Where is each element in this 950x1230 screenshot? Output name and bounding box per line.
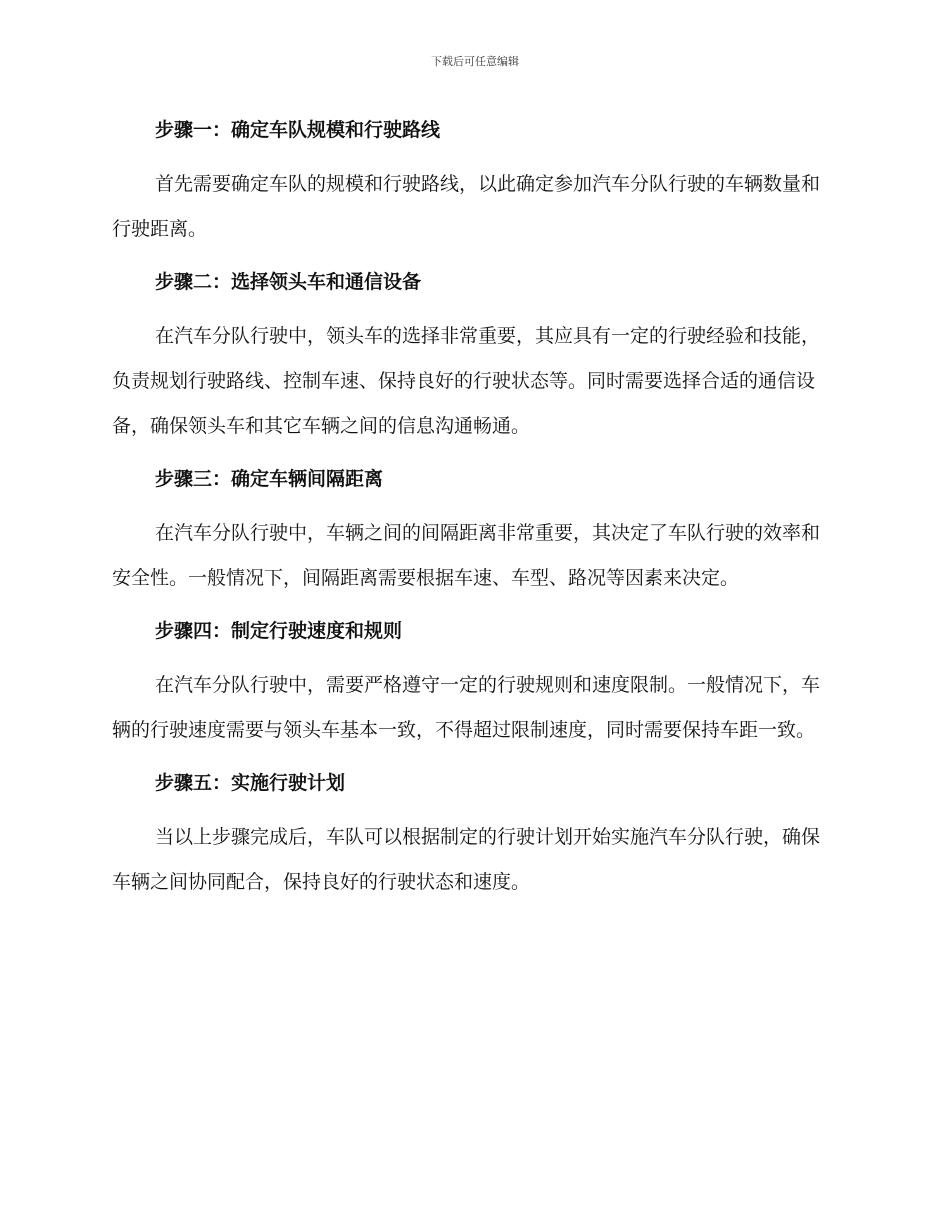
- document-body: [112, 112, 832, 917]
- page-header: 下载后可任意编辑: [431, 55, 519, 68]
- section-paragraph: 当以上步骤完成后，车队可以根据制定的行驶计划开始实施汽车分队行驶，确保车辆之间协同配合，保持良好的行驶状态和速度。: [112, 826, 821, 893]
- section-heading: 步骤五：实施行驶计划: [155, 772, 346, 794]
- section-step-4: [112, 613, 832, 753]
- section-paragraph: 在汽车分队行驶中，车辆之间的间隔距离非常重要，其决定了车队行驶的效率和安全性。一般情况下，间隔距离需要根据车速、车型、路况等因素来决定。: [112, 522, 821, 589]
- section-step-3: [112, 461, 832, 601]
- section-heading: 步骤四：制定行驶速度和规则: [155, 620, 403, 642]
- section-step-5: [112, 765, 832, 905]
- section-heading: 步骤三：确定车辆间隔距离: [155, 468, 384, 490]
- section-step-1: [112, 112, 832, 252]
- section-step-2: [112, 264, 832, 449]
- section-heading: 步骤一：确定车队规模和行驶路线: [155, 119, 441, 141]
- section-heading: 步骤二：选择领头车和通信设备: [155, 271, 422, 293]
- section-paragraph: 首先需要确定车队的规模和行驶路线，以此确定参加汽车分队行驶的车辆数量和行驶距离。: [112, 173, 821, 240]
- section-paragraph: 在汽车分队行驶中，需要严格遵守一定的行驶规则和速度限制。一般情况下，车辆的行驶速度需要与领头车基本一致，不得超过限制速度，同时需要保持车距一致。: [112, 674, 821, 741]
- section-paragraph: 在汽车分队行驶中，领头车的选择非常重要，其应具有一定的行驶经验和技能，负责规划行驶路线、控制车速、保持良好的行驶状态等。同时需要选择合适的通信设备，确保领头车和其它车辆之间的信息沟通畅通。: [112, 325, 821, 437]
